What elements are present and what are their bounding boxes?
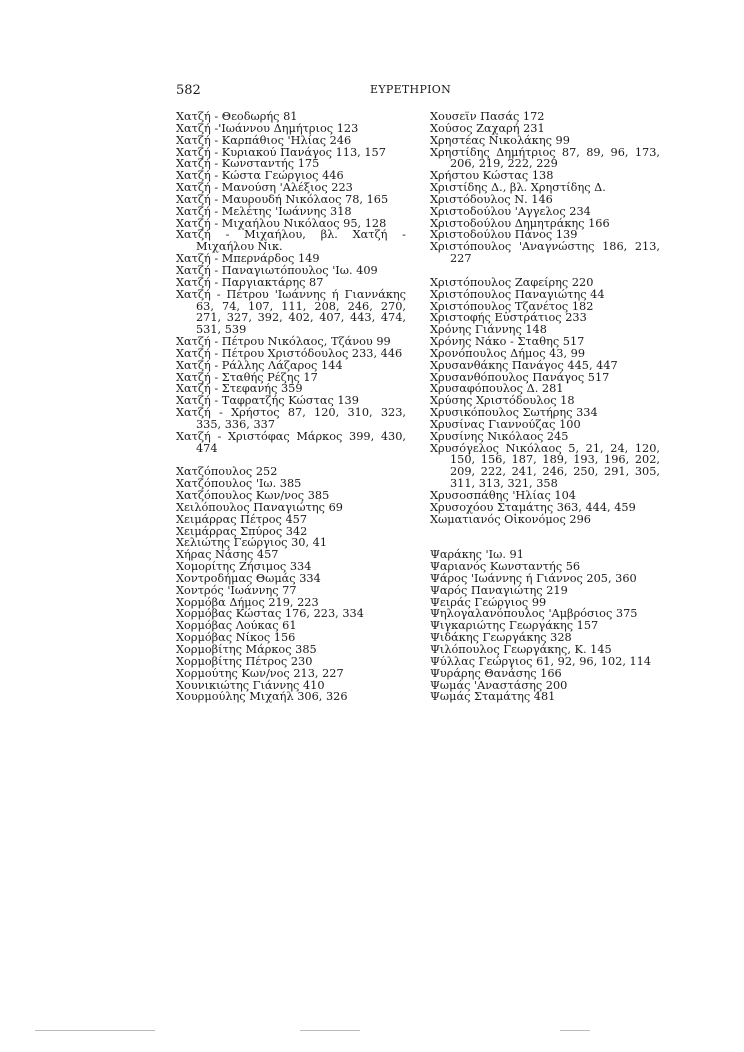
index-left-column [176, 111, 406, 703]
index-entry: Χατζή - Μπερνάρδος 149 [176, 252, 320, 266]
index-entry: Χατζόπουλος Κων/νος 385 [176, 489, 330, 502]
index-entry: Ψαριανός Κωνσταντής 56 [430, 560, 581, 574]
index-entry: Χριστοφής Εὐστράτιος 233 [430, 311, 587, 325]
running-head: ΕΥΡΕΤΗΡΙΟΝ [370, 83, 452, 96]
page-number: 582 [176, 83, 201, 98]
index-entry: Χατζή - Χρήστος 87, 120, 310, 323, 335, 336, 337 [176, 406, 406, 431]
index-entry: Χρύσης Χριστόδουλος 18 [430, 394, 575, 408]
index-entry: Ψάρος 'Ιωάννης ή Γιάννος 205, 360 [430, 571, 637, 585]
index-entry: Χριστόπουλος Τζανέτος 182 [430, 299, 594, 313]
index-entry: Χρυσόγελος Νικόλαος 5, 21, 24, 120, 150, 156, 187, 189, 193, 196, 202, 209, 222, 241, 246, 250, 291, 305, 311, 313, 321, 358 [430, 441, 660, 491]
scan-artifact-line [35, 1030, 155, 1031]
index-entry: Χριστόπουλος Ζαφείρης 220 [430, 275, 594, 289]
index-entry: Χορμόβας Κώστας 176, 223, 334 [176, 607, 364, 621]
index-entry: Χατζόπουλος 252 [176, 465, 278, 479]
index-entry: Χρυσοσπάθης 'Ηλίας 104 [430, 489, 576, 502]
index-entry: Χρυσοχόου Σταμάτης 363, 444, 459 [430, 500, 636, 514]
index-entry: Χρηστέας Νικολάκης 99 [430, 133, 570, 147]
index-entry: Ψηλογαλανόπουλος 'Αμβρόσιος 375 [430, 607, 638, 621]
index-entry: Χρήστου Κώστας 138 [430, 169, 554, 183]
index-entry: Ψειράς Γεώργιος 99 [430, 595, 547, 609]
index-entry: Ψιλόπουλος Γεωργάκης, Κ. 145 [430, 642, 612, 656]
index-entry: Χριστίδης Δ., βλ. Χρηστίδης Δ. [430, 181, 606, 195]
index-entry: Χατζή - Πέτρου Νικόλαος, Τζάνου 99 [176, 335, 391, 349]
index-entry: Χατζή - Κώστα Γεώργιος 446 [176, 169, 344, 183]
index-entry: Χρυσίνας Γιαννούζας 100 [430, 417, 581, 431]
index-entry: Χριστόπουλος 'Αναγνώστης 186, 213, 227 [430, 240, 660, 266]
index-entry: Χατζή - Πέτρου 'Ιωάννης ή Γιαννάκης 63, 74, 107, 111, 208, 246, 270, 271, 327, 392, 402, 407, 443, 474, 531, 539 [176, 287, 406, 337]
index-spacer [430, 526, 660, 538]
index-entry: Χατζή - Θεοδωρής 81 [176, 110, 298, 123]
index-entry: Χατζή - Μαυρουδή Νικόλαος 78, 165 [176, 192, 389, 206]
index-right-column [430, 111, 660, 703]
index-entry: Χωματιανός Οἰκονόμος 296 [430, 512, 591, 526]
index-entry: Χειμάρρας Πέτρος 457 [176, 512, 308, 526]
scan-artifact-line [300, 1030, 360, 1031]
index-entry: Χρυσανθάκης Πανάγος 445, 447 [430, 358, 618, 372]
index-entry: Ψωμάς 'Αναστάσης 200 [430, 678, 568, 692]
index-entry: Χατζή - Κυριακού Πανάγος 113, 157 [176, 145, 386, 159]
index-entry: Χοντρός 'Ιωάννης 77 [176, 583, 297, 597]
index-entry: Χουνικιώτης Γιάννης 410 [176, 678, 325, 692]
index-entry: Ψαράκης 'Ιω. 91 [430, 548, 524, 562]
index-entry: Ψύλλας Γεώργιος 61, 92, 96, 102, 114 [430, 654, 652, 668]
index-entry: Χατζή - Μελέτης 'Ιωάννης 318 [176, 204, 352, 218]
index-entry: Χρυσαφόπουλος Δ. 281 [430, 382, 564, 396]
index-entry: Χατζή - Σταθής Ρέζης 17 [176, 370, 318, 384]
index-entry: Χρονόπουλος Δήμος 43, 99 [430, 346, 586, 360]
index-entry: Χατζή - Μιχαήλου Νικόλαος 95, 128 [176, 216, 387, 230]
index-entry: Χατζή - Χριστόφας Μάρκος 399, 430, 474 [176, 429, 406, 455]
index-entry: Χειλόπουλος Παναγιώτης 69 [176, 500, 343, 514]
index-entry: Χουρμούλης Μιχαήλ 306, 326 [176, 690, 348, 704]
index-entry: Χατζόπουλος 'Ιω. 385 [176, 477, 302, 491]
index-entry: Χατζή - Ταφρατζής Κώστας 139 [176, 394, 359, 408]
index-entry: Χομορίτης Ζήσιμος 334 [176, 560, 312, 574]
index-entry: Ψωμάς Σταμάτης 481 [430, 690, 556, 704]
index-entry: Χορμούτης Κων/νος 213, 227 [176, 666, 344, 680]
index-entry: Χατζή - Κωνσταντής 175 [176, 157, 320, 171]
scan-artifact-line [560, 1030, 590, 1031]
index-entry: Χορμοβίτης Πέτρος 230 [176, 654, 313, 668]
index-entry: Χατζή -'Ιωάννου Δημήτριος 123 [176, 121, 359, 135]
index-entry: Χελιώτης Γεώργιος 30, 41 [176, 536, 328, 550]
index-entry: Χουσεϊν Πασάς 172 [430, 110, 545, 123]
index-entry: Χριστοδούλου Δημητράκης 166 [430, 216, 610, 230]
index-entry: Χρυσανθόπουλος Πανάγος 517 [430, 370, 610, 384]
index-entry: Χορμοβίτης Μάρκος 385 [176, 642, 317, 656]
index-entry: Χρηστίδης Δημήτριος 87, 89, 96, 173, 206, 219, 222, 229 [430, 145, 660, 171]
index-entry: Χορμόβας Λούκας 61 [176, 619, 297, 633]
index-entry: Χρόνης Γιάννης 148 [430, 323, 547, 337]
index-entry: Χατζή - Μιχαήλου, βλ. Χατζή - Μιχαήλου Νικ. [176, 228, 406, 254]
index-entry: Χατζή - Καρπάθιος 'Ηλίας 246 [176, 133, 352, 147]
index-entry: Χατζή - Ράλλης Λάζαρος 144 [176, 358, 343, 372]
index-entry: Ψιγκαριώτης Γεωργάκης 157 [430, 619, 599, 633]
index-entry: Χειμάρρας Σπύρος 342 [176, 524, 308, 538]
index-entry: Χοντροδήμας Θωμάς 334 [176, 571, 321, 585]
index-entry: Χριστόπουλος Παναγιώτης 44 [430, 287, 605, 301]
index-entry: Χήρας Νάσης 457 [176, 548, 279, 562]
index-entry: Χριστοδούλου 'Αγγελος 234 [430, 204, 591, 218]
index-entry: Χατζή - Παναγιωτόπουλος 'Ιω. 409 [176, 263, 378, 277]
index-entry: Ψαρός Παναγιώτης 219 [430, 583, 568, 597]
index-entry: Ψυράρης Θανάσης 166 [430, 666, 562, 680]
index-entry: Χριστοδούλου Πάνος 139 [430, 228, 578, 242]
index-entry: Χατζή - Μανούση 'Αλέξιος 223 [176, 181, 353, 195]
index-entry: Χριστόδουλος Ν. 146 [430, 192, 553, 206]
index-entry: Χατζή - Πέτρου Χριστόδουλος 233, 446 [176, 346, 403, 360]
index-entry: Ψιδάκης Γεωργάκης 328 [430, 631, 572, 645]
index-entry: Χούσος Ζαχαρή 231 [430, 121, 545, 135]
index-entry: Χορμόβας Νίκος 156 [176, 631, 296, 645]
index-entry: Χορμόβα Δήμος 219, 223 [176, 595, 319, 609]
index-entry: Χατζή - Παργιακτάρης 87 [176, 275, 324, 289]
index-entry: Χρόνης Νάκο - Σταθης 517 [430, 335, 585, 349]
index-entry: Χρυσικόπουλος Σωτήρης 334 [430, 406, 598, 420]
index-entry: Χρυσίνης Νικόλαος 245 [430, 429, 569, 443]
index-entry: Χατζή - Στεφανής 359 [176, 382, 303, 396]
